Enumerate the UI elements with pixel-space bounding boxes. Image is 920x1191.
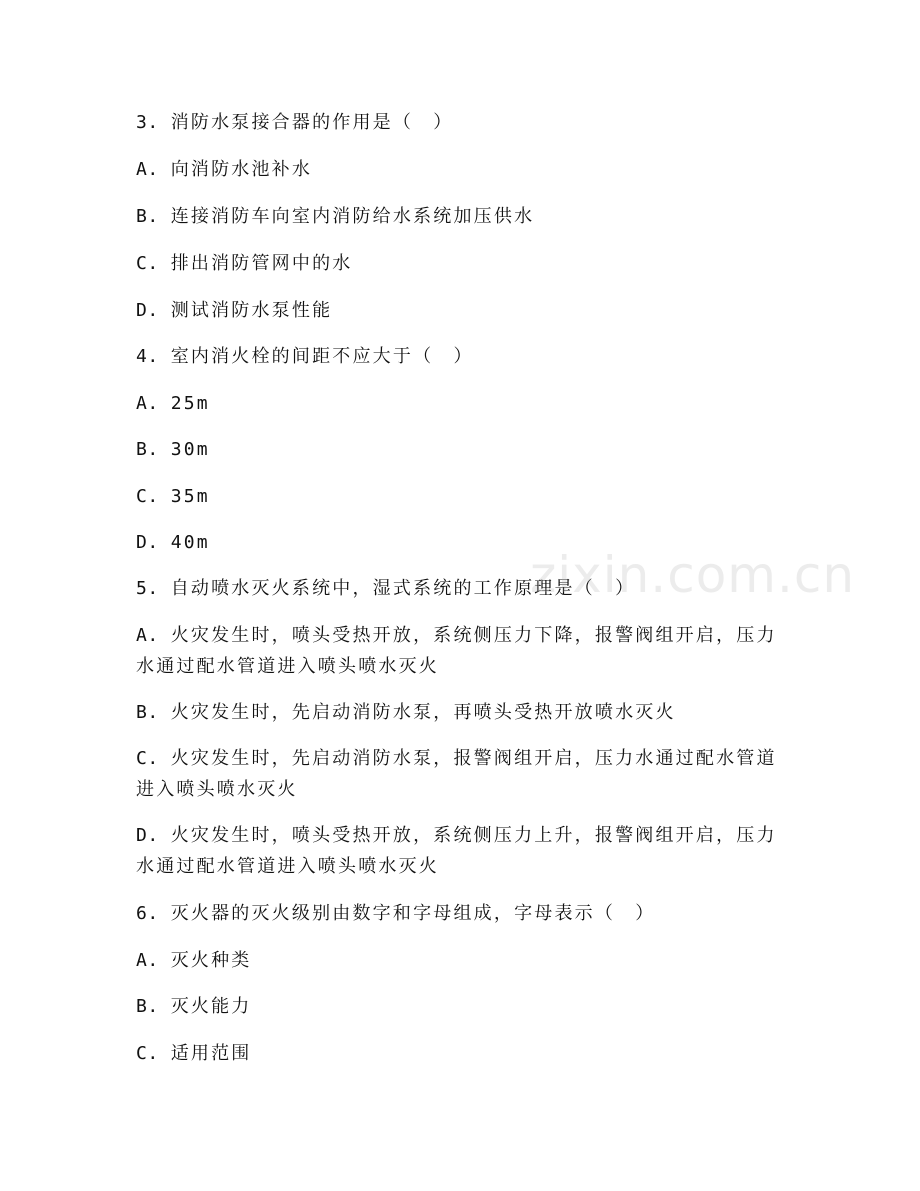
option-text: 火灾发生时，喷头受热开放，系统侧压力上升，报警阀组开启，压力水通过配水管道进入喷头喷水灭火 [136, 825, 777, 877]
question-text: 消防水泵接合器的作用是（ ） [170, 112, 454, 133]
question-4-option-c [136, 481, 786, 512]
option-text: 测试消防水泵性能 [170, 300, 333, 321]
option-text: 35m [170, 486, 210, 507]
question-6-stem [136, 898, 786, 929]
option-text: 火灾发生时，喷头受热开放，系统侧压力下降，报警阀组开启，压力水通过配水管道进入喷头喷水灭火 [136, 625, 777, 677]
question-3-option-b [136, 201, 786, 232]
option-text: 灭火种类 [170, 950, 252, 971]
option-text: 灭火能力 [170, 996, 252, 1017]
question-4-option-d [136, 527, 786, 558]
question-4-option-b [136, 434, 786, 465]
question-5-option-d [136, 820, 786, 882]
option-label: D. [136, 532, 159, 553]
question-4-option-a [136, 388, 786, 419]
option-text: 向消防水池补水 [170, 159, 313, 180]
option-label: D. [136, 825, 159, 846]
question-3-option-c [136, 248, 786, 279]
question-text: 灭火器的灭火级别由数字和字母组成，字母表示（ ） [170, 903, 656, 924]
option-label: B. [136, 702, 159, 723]
option-label: B. [136, 439, 159, 460]
question-5-option-a [136, 620, 786, 682]
option-label: B. [136, 206, 159, 227]
question-6-option-a [136, 945, 786, 976]
option-label: A. [136, 159, 159, 180]
option-text: 25m [170, 393, 210, 414]
question-6-option-c [136, 1038, 786, 1069]
question-4-stem [136, 341, 786, 372]
question-number: 6. [136, 903, 159, 924]
option-text: 30m [170, 439, 210, 460]
question-3-stem [136, 107, 786, 138]
question-5-option-c [136, 743, 786, 805]
question-5-stem [136, 573, 786, 604]
option-text: 连接消防车向室内消防给水系统加压供水 [170, 206, 535, 227]
option-label: A. [136, 950, 159, 971]
question-number: 4. [136, 346, 159, 367]
option-label: C. [136, 253, 159, 274]
option-label: D. [136, 300, 159, 321]
option-label: C. [136, 748, 159, 769]
question-text: 室内消火栓的间距不应大于（ ） [170, 346, 474, 367]
question-5-option-b [136, 697, 786, 728]
option-text: 适用范围 [170, 1043, 252, 1064]
option-label: A. [136, 393, 159, 414]
option-label: C. [136, 1043, 159, 1064]
option-text: 排出消防管网中的水 [170, 253, 353, 274]
question-3-option-d [136, 295, 786, 326]
question-number: 5. [136, 578, 159, 599]
option-label: C. [136, 486, 159, 507]
option-text: 火灾发生时，先启动消防水泵，报警阀组开启，压力水通过配水管道进入喷头喷水灭火 [136, 748, 777, 800]
option-label: A. [136, 625, 159, 646]
watermark: zixin.com.cn [530, 546, 856, 604]
question-text: 自动喷水灭火系统中，湿式系统的工作原理是（ ） [170, 578, 636, 599]
question-6-option-b [136, 991, 786, 1022]
question-number: 3. [136, 112, 159, 133]
option-text: 40m [170, 532, 210, 553]
option-label: B. [136, 996, 159, 1017]
question-3-option-a [136, 154, 786, 185]
option-text: 火灾发生时，先启动消防水泵，再喷头受热开放喷水灭火 [170, 702, 676, 723]
